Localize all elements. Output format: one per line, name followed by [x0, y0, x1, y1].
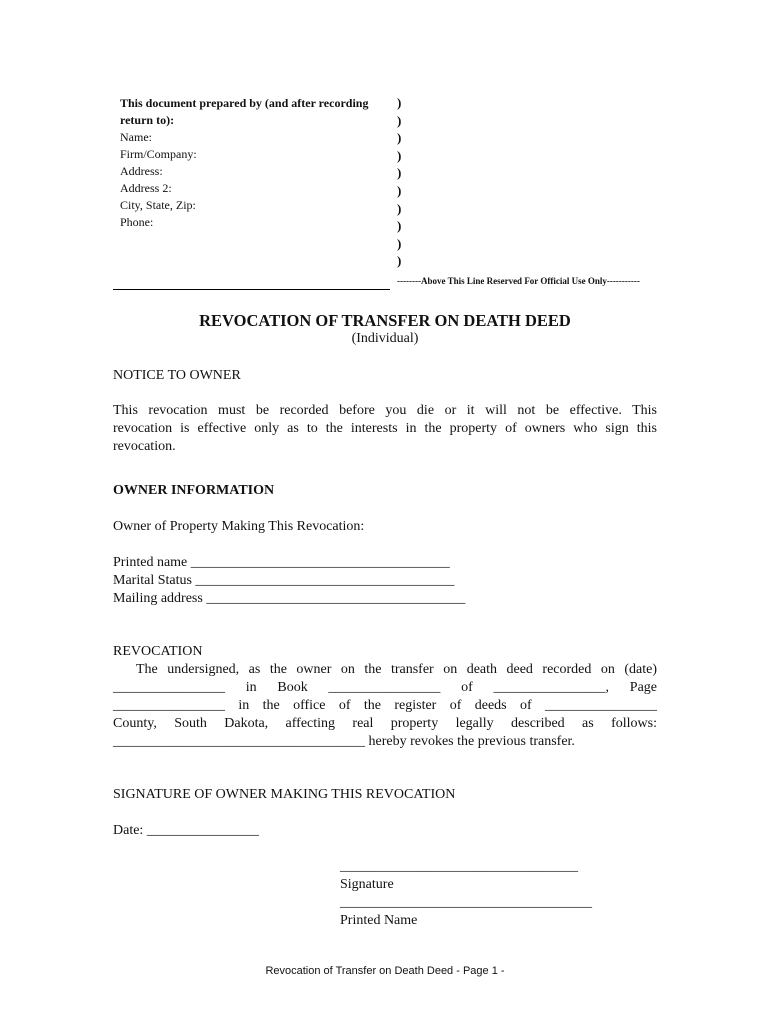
preparer-field-firm: Firm/Company: [120, 147, 197, 161]
bracket: ) [397, 200, 402, 216]
mailing-address-field[interactable]: Mailing address _____________________________________ [113, 591, 466, 606]
preparer-block [120, 95, 368, 231]
signature-line[interactable]: __________________________________ [340, 859, 578, 874]
revocation-heading: REVOCATION [113, 644, 203, 659]
owner-info-heading: OWNER INFORMATION [113, 483, 275, 498]
preparer-heading-2: return to): [120, 113, 175, 127]
revocation-line-1: The undersigned, as the owner on the transfer on death deed recorded on (date) [136, 662, 657, 677]
notice-text [113, 402, 657, 456]
bracket: ) [397, 218, 402, 234]
printed-name-label: Printed Name [340, 913, 418, 928]
bracket: ) [397, 182, 402, 198]
official-use-notice: --------Above This Line Reserved For Official Use Only----------- [397, 276, 640, 286]
signature-label: Signature [340, 877, 394, 892]
bracket: ) [397, 235, 402, 251]
preparer-field-city-state-zip: City, State, Zip: [120, 198, 196, 212]
preparer-field-name: Name: [120, 130, 152, 144]
bracket: ) [397, 147, 402, 163]
page-footer: Revocation of Transfer on Death Deed - Page 1 - [265, 965, 505, 977]
marital-status-field[interactable]: Marital Status _____________________________________ [113, 573, 455, 588]
date-field[interactable]: Date: ________________ [113, 823, 259, 838]
preparer-field-address: Address: [120, 164, 163, 178]
printed-name-signature-line[interactable]: ____________________________________ [340, 895, 592, 910]
revocation-line-5[interactable]: ____________________________________ hereby revokes the previous transfer. [113, 734, 575, 749]
bracket-column [397, 94, 401, 270]
bracket: ) [397, 112, 402, 128]
preparer-heading-1: This document prepared by (and after recording [120, 96, 369, 110]
revocation-line-4: County, South Dakota, affecting real property legally described as follows: [113, 716, 657, 731]
revocation-line-3[interactable]: ________________ in the office of the register of deeds of ________________ [113, 698, 657, 713]
notice-line-1: This revocation must be recorded before you die or it will not be effective. This [113, 403, 657, 418]
bracket: ) [397, 130, 402, 146]
bracket: ) [397, 253, 402, 269]
preparer-field-phone: Phone: [120, 215, 154, 229]
bracket: ) [397, 95, 402, 110]
notice-heading: NOTICE TO OWNER [113, 368, 241, 383]
signature-heading: SIGNATURE OF OWNER MAKING THIS REVOCATION [113, 787, 456, 802]
revocation-text [113, 661, 657, 751]
preparer-divider-line [113, 289, 390, 290]
document-title: REVOCATION OF TRANSFER ON DEATH DEED [199, 311, 571, 330]
notice-line-3: revocation. [113, 439, 176, 454]
revocation-line-2[interactable]: ________________ in Book ________________ of ________________, Page [113, 680, 657, 695]
owner-info-intro: Owner of Property Making This Revocation: [113, 519, 365, 534]
notice-line-2: revocation is effective only as to the interests in the property of owners who sign this [113, 421, 657, 436]
printed-name-field[interactable]: Printed name _____________________________________ [113, 555, 450, 570]
bracket: ) [397, 165, 402, 181]
document-subtitle: (Individual) [351, 331, 419, 346]
preparer-field-address-2: Address 2: [120, 181, 172, 195]
